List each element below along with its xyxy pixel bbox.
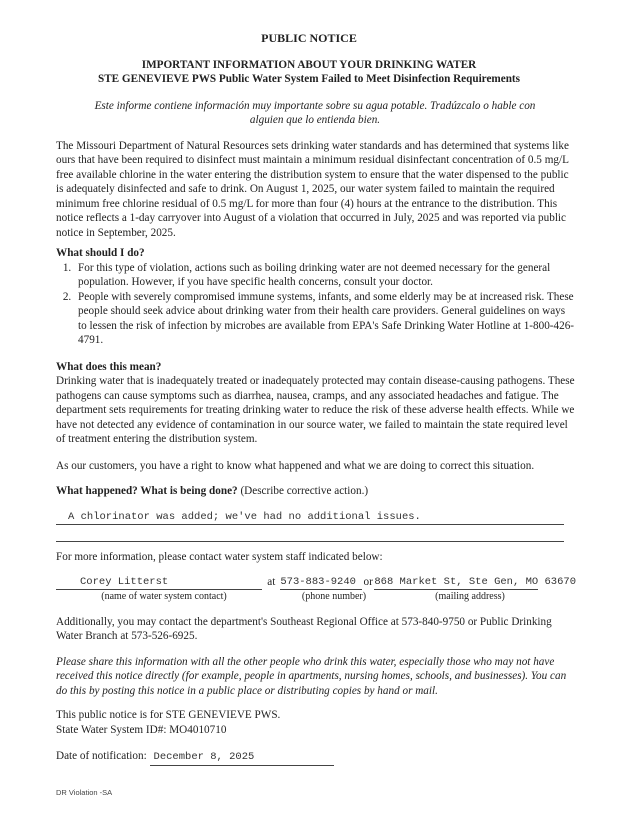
footer-system-id: State Water System ID#: MO4010710 [56,723,227,736]
what-happened-heading: What happened? What is being done? [56,485,238,497]
date-value: December 8, 2025 [150,750,334,766]
intro-paragraph: The Missouri Department of Natural Resources sets drinking water standards and has determined that systems like ours that have been required to disinfect must maintain a minimum residual disinfectant concentration of 0.5 mg/L free available chlorine in the water entering the distribution system to ensure that the water dispensed to the public is adequately disinfected and safe to drink. On August 1, 2025, our water system failed to maintain the required minimum free chlorine residual of 0.5 mg/L for more than four (4) hours at the entrance to the distribution. This notice reflects a 1-day carryover into August of a violation that occurred in July, 2025 and was reported via public notice in September, 2025. [56,139,569,239]
what-mean-heading: What does this mean? [56,360,162,373]
contact-labels-row [56,590,576,603]
corrective-action-line-2 [56,541,564,542]
heading-main: IMPORTANT INFORMATION ABOUT YOUR DRINKING WATER [141,58,477,71]
additionally-paragraph: Additionally, you may contact the department's Southeast Regional Office at 573-840-9750 or Public Drinking Water Branch at 573-526-6925. [56,615,552,642]
list-item: 2. People with severely compromised immune systems, infants, and some elderly may be at increased risk. These people should seek advice about drinking water from their health care providers. General guidelines on ways to lessen the risk of infection by microbes are available from EPA's Safe Drinking Water Hotline at 1-800-426-4791. [74,290,576,348]
page-title: PUBLIC NOTICE [261,31,357,45]
spanish-notice: Este informe contiene información muy importante sobre su agua potable. Tradúzcalo o hable con alguien que lo entienda bien. [94,99,536,126]
contact-address-row [374,576,576,590]
what-should-heading: What should I do? [56,247,145,259]
contact-phone: 573-883-9240 [280,576,362,590]
what-mean-paragraph: Drinking water that is inadequately treated or inadequately protected may contain disease-causing pathogens. These pathogens can cause symptoms such as diarrhea, nausea, cramps, and any associated headaches and fatigue. The department sets requirements for treating drinking water to reduce the risk of these adverse health effects. While we have not detected any evidence of contamination in our source water, we failed to maintain the state required level of treatment entering the distribution system. [56,375,575,445]
contact-name: Corey Litterst [56,576,262,590]
what-happened-hint: (Describe corrective action.) [240,485,369,497]
customers-paragraph: As our customers, you have a right to know what happened and what we are doing to correct this situation. [56,459,535,472]
name-label: (name of water system contact) [101,590,227,602]
address-label: (mailing address) [435,590,505,602]
contact-intro: For more information, please contact water system staff indicated below: [56,550,383,563]
contact-row [56,575,576,590]
phone-label: (phone number) [301,590,367,602]
form-code: DR Violation -SA [56,787,113,797]
contact-zip: 63670 [544,575,576,588]
corrective-action-field: A chlorinator was added; we've had no additional issues. [56,510,564,525]
list-item: 1. For this type of violation, actions such as boiling drinking water are not deemed necessary for the general population. However, if you have specific health concerns, consult your doctor. [74,261,576,290]
what-should-list [56,261,576,348]
date-row [56,749,576,766]
what-happened-row [56,484,576,499]
heading-sub: STE GENEVIEVE PWS Public Water System Failed to Meet Disinfection Requirements [97,73,520,85]
date-label: Date of notification: [56,750,147,762]
contact-address: 868 Market St, Ste Gen, MO [374,575,539,588]
footer-system: This public notice is for STE GENEVIEVE PWS. [56,709,281,721]
share-paragraph: Please share this information with all the other people who drink this water, especially those who may not have received this notice directly (for example, people in apartments, nursing homes, schools, and businesses). You can do this by posting this notice in a public place or distributing copies by hand or mail. [56,655,567,697]
contact-at: at [267,576,276,588]
contact-or: or [363,576,373,588]
